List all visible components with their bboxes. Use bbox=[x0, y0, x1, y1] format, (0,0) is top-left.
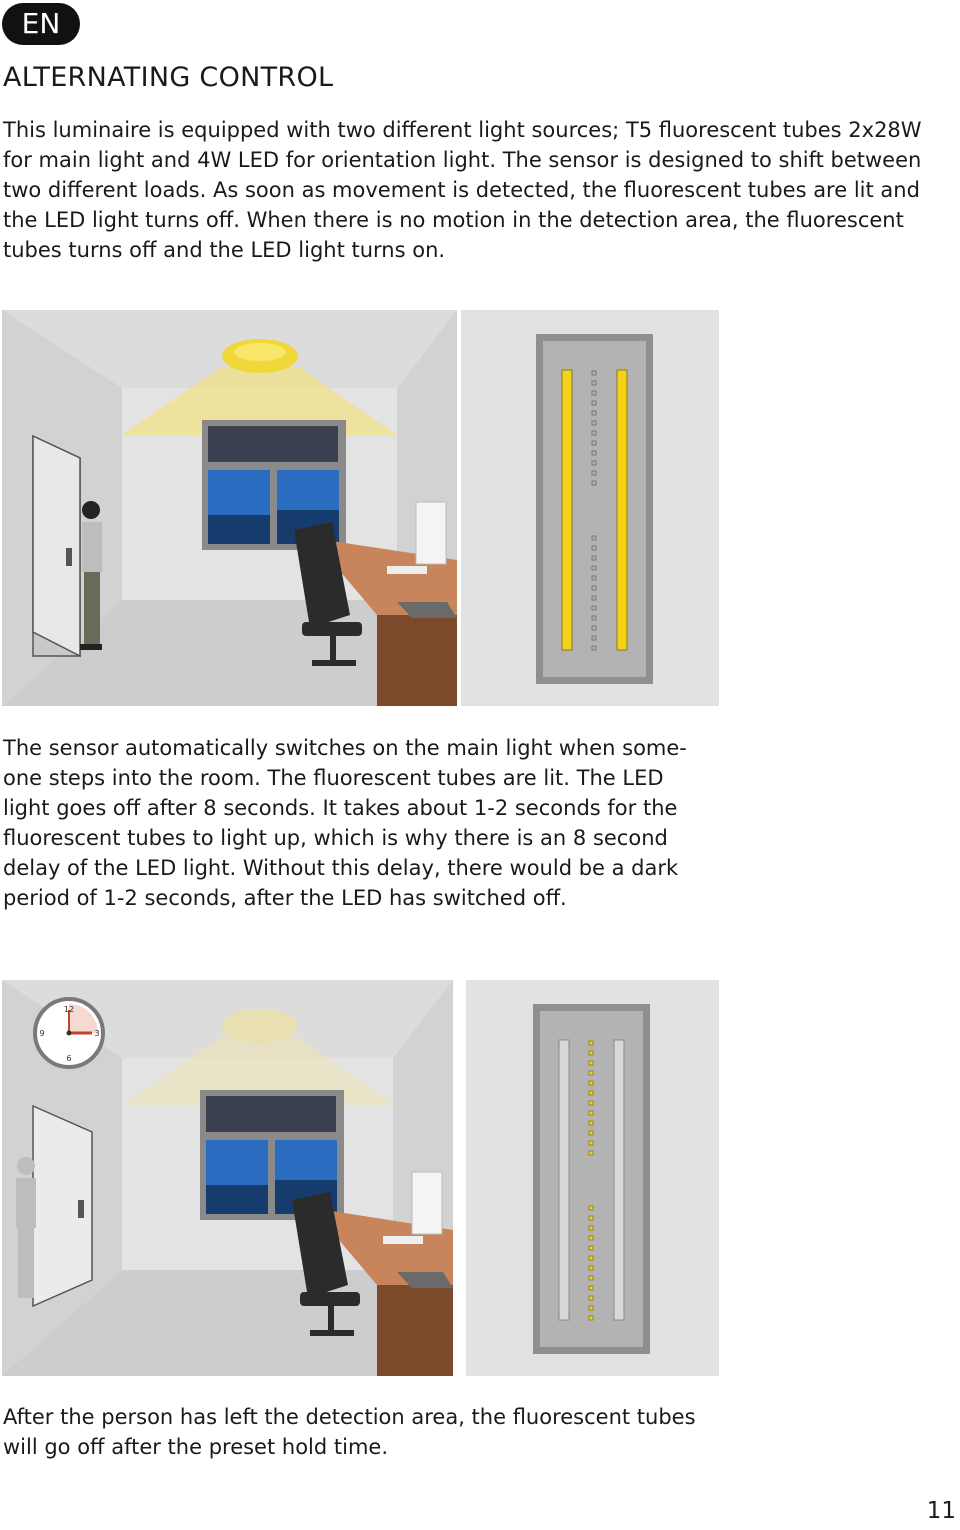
clock-number-3: 3 bbox=[94, 1029, 100, 1038]
clock-number-9: 9 bbox=[39, 1029, 45, 1038]
luminaire-led-lit bbox=[466, 980, 719, 1376]
clock-number-12: 12 bbox=[63, 1005, 75, 1014]
occupied-description: The sensor automatically switches on the main light when some- one steps into the room. The fluorescent tubes are lit. The LED light goes off after 8 seconds. It takes about 1-2 seconds for the fluorescent tubes to light up, which is why there is an 8 second delay of the LED light. Without this delay, there would be a dark period of 1-2 seconds, after the LED has switched off. bbox=[3, 736, 687, 910]
vacant-description: After the person has left the detection area, the fluorescent tubes will go off after the preset hold time. bbox=[3, 1405, 696, 1459]
luminaire-tubes-lit bbox=[461, 310, 719, 706]
person-silhouette-icon bbox=[16, 1157, 36, 1298]
clock-number-6: 6 bbox=[66, 1054, 72, 1063]
page-title: ALTERNATING CONTROL bbox=[3, 62, 334, 93]
fluorescent-tube-right-off bbox=[614, 1040, 624, 1320]
door bbox=[33, 436, 80, 656]
page-number: 11 bbox=[926, 1498, 956, 1524]
language-badge: EN bbox=[2, 3, 80, 45]
ceiling-sensor-dim-icon bbox=[222, 1009, 298, 1043]
fluorescent-tube-left bbox=[562, 370, 572, 650]
room-illustration-occupied bbox=[2, 310, 457, 706]
fluorescent-tube-right bbox=[617, 370, 627, 650]
room-illustration-vacant bbox=[2, 980, 453, 1376]
intro-paragraph: This luminaire is equipped with two different light sources; T5 fluorescent tubes 2x28W for main light and 4W LED for orientation light. The sensor is designed to shift between two different loads. As soon as movement is detected, the fluorescent tubes are lit and the LED light turns off. When there is no motion in the detection area, the fluorescent tubes turns off and the LED light turns on. bbox=[3, 118, 922, 262]
fluorescent-tube-left-off bbox=[559, 1040, 569, 1320]
monitor bbox=[416, 502, 446, 564]
monitor bbox=[412, 1172, 442, 1234]
